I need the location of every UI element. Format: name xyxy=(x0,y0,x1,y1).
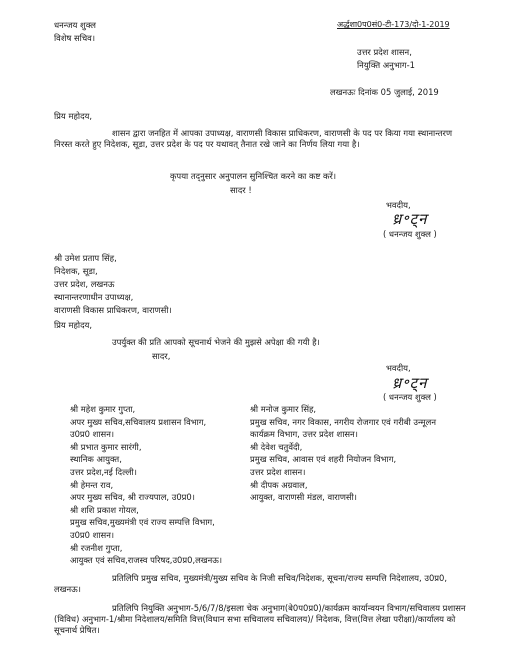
copy-paragraph: उपर्युक्त की प्रति आपको सूचनार्थ भेजने की मुझसे अपेक्षा की गयी है। xyxy=(112,337,320,347)
reference-number: अर्द्धशा0प0सं0-टी-173/दो-1-2019 xyxy=(337,20,450,29)
recipient-line: उ0प्र0 शासन। xyxy=(70,429,115,440)
recipient-line: आयुक्त एवं सचिव,राजस्व परिषद,उ0प्र0,लखनऊ। xyxy=(70,555,223,566)
recipient-line: कार्यक्रम विभाग, उत्तर प्रदेश शासन। xyxy=(250,429,358,440)
closing-text: भवदीय, xyxy=(386,200,411,210)
salutation: प्रिय महोदय, xyxy=(54,111,93,121)
recipient-line: श्री रजनीश गुप्ता, xyxy=(70,542,123,553)
addressee-line: श्री उमेश प्रताप सिंह, xyxy=(54,253,117,263)
recipient-line: उत्तर प्रदेश शासन। xyxy=(250,466,306,477)
recipient-line: श्री देवेश चतुर्वेदी, xyxy=(250,441,303,452)
recipient-line: श्री शशि प्रकाश गोयल, xyxy=(70,504,139,515)
recipient-line: उ0प्र0 शासन। xyxy=(70,529,115,540)
signature-name-1: ( धनन्जय शुक्ल ) xyxy=(383,229,437,239)
signature-name-2: ( धनन्जय शुक्ल ) xyxy=(383,392,437,402)
recipient-line: श्री महेश कुमार गुप्ता, xyxy=(70,404,136,414)
signature-1: ध्र॰ट्न xyxy=(392,210,428,228)
cc-paragraph-1: प्रतिलिपि प्रमुख सचिव, मुख्यमंत्री/मुख्य सचिव के निजी सचिव/निदेशक, सूचना/राज्य सम्पत्ति निदेशालय, उ0प्र0, लखनऊ। xyxy=(54,573,448,594)
sadar-text-2: सादर, xyxy=(152,351,171,361)
recipient-line: श्री हेमन्त राव, xyxy=(70,479,114,490)
recipient-line: उत्तर प्रदेश,नई दिल्ली। xyxy=(70,466,137,477)
salutation-2: प्रिय महोदय, xyxy=(54,320,93,330)
addressee-line: निदेशक, सूडा, xyxy=(54,266,98,276)
addressee-line: वाराणसी विकास प्राधिकरण, वाराणसी। xyxy=(54,305,172,315)
recipient-line: प्रमुख सचिव,मुख्यमंत्री एवं राज्य सम्पत्ति विभाग, xyxy=(70,517,215,528)
office-line-1: उत्तर प्रदेश शासन, xyxy=(357,47,412,57)
office-line-2: नियुक्ति अनुभाग-1 xyxy=(357,60,415,70)
sender-name: धनन्जय शुक्ल xyxy=(54,20,96,30)
recipient-line: श्री प्रभात कुमार सारंगी, xyxy=(70,441,142,452)
closing-text-2: भवदीय, xyxy=(386,363,411,373)
recipient-line: प्रमुख सचिव, आवास एवं शहरी नियोजन विभाग, xyxy=(250,454,397,465)
sadar-text: सादर ! xyxy=(230,185,252,195)
recipients-left xyxy=(70,403,222,567)
recipient-line: स्थानिक आयुक्त, xyxy=(70,454,122,465)
addressee-line: स्थानान्तरणाधीन उपाध्यक्ष, xyxy=(54,292,134,302)
body-paragraph: शासन द्वारा जनहित में आपका उपाध्यक्ष, वाराणसी विकास प्राधिकरण, वाराणसी के पद पर किया गया स्थानान्तरण निरस्त करते हुए निदेशक, सूडा, उत्तर प्रदेश के पद पर यथावत् तैनात रखे जाने का निर्णय लिया गया है। xyxy=(54,128,453,149)
recipient-line: अपर मुख्य सचिव,सचिवालय प्रशासन विभाग, xyxy=(70,416,207,427)
recipient-line: आयुक्त, वाराणसी मंडल, वाराणसी। xyxy=(250,492,357,503)
recipient-line: प्रमुख सचिव, नगर विकास, नगरीय रोजगार एवं गरीबी उन्मूलन xyxy=(250,416,436,427)
addressee-line: उत्तर प्रदेश, लखनऊ xyxy=(54,279,115,289)
date-line: लखनऊः दिनांक 05 जुलाई, 2019 xyxy=(330,87,439,97)
signature-2: ध्र॰ट्न xyxy=(392,374,428,392)
sender-designation: विशेष सचिव। xyxy=(54,33,96,43)
recipient-line: अपर मुख्य सचिव, श्री राज्यपाल, उ0प्र0। xyxy=(70,492,195,503)
addressee-block xyxy=(54,252,172,317)
recipient-line: श्री मनोज कुमार सिंह, xyxy=(250,404,317,414)
cc-paragraph-2: प्रतिलिपि नियुक्ति अनुभाग-5/6/7/8/इसला चेक अनुभाग(बे0प0प्र0)/कार्यक्रम कार्यान्वयन विभाग/सचिवालय प्रशासन (विविध) अनुभाग-1/श्रीमा निदेशालय/समिति वित्त(विधान सभा सचिवालय सचिवालय)/ निदेशक, वित्त(वित्त लेखा परीक्षा)/कार्यालय को सूचनार्थ प्रेषित। xyxy=(54,603,466,635)
recipient-line: श्री दीपक अग्रवाल, xyxy=(250,479,308,490)
recipients-right xyxy=(250,403,436,504)
request-line: कृपया तद्नुसार अनुपालन सुनिश्चित करने का कष्ट करें। xyxy=(170,171,337,181)
